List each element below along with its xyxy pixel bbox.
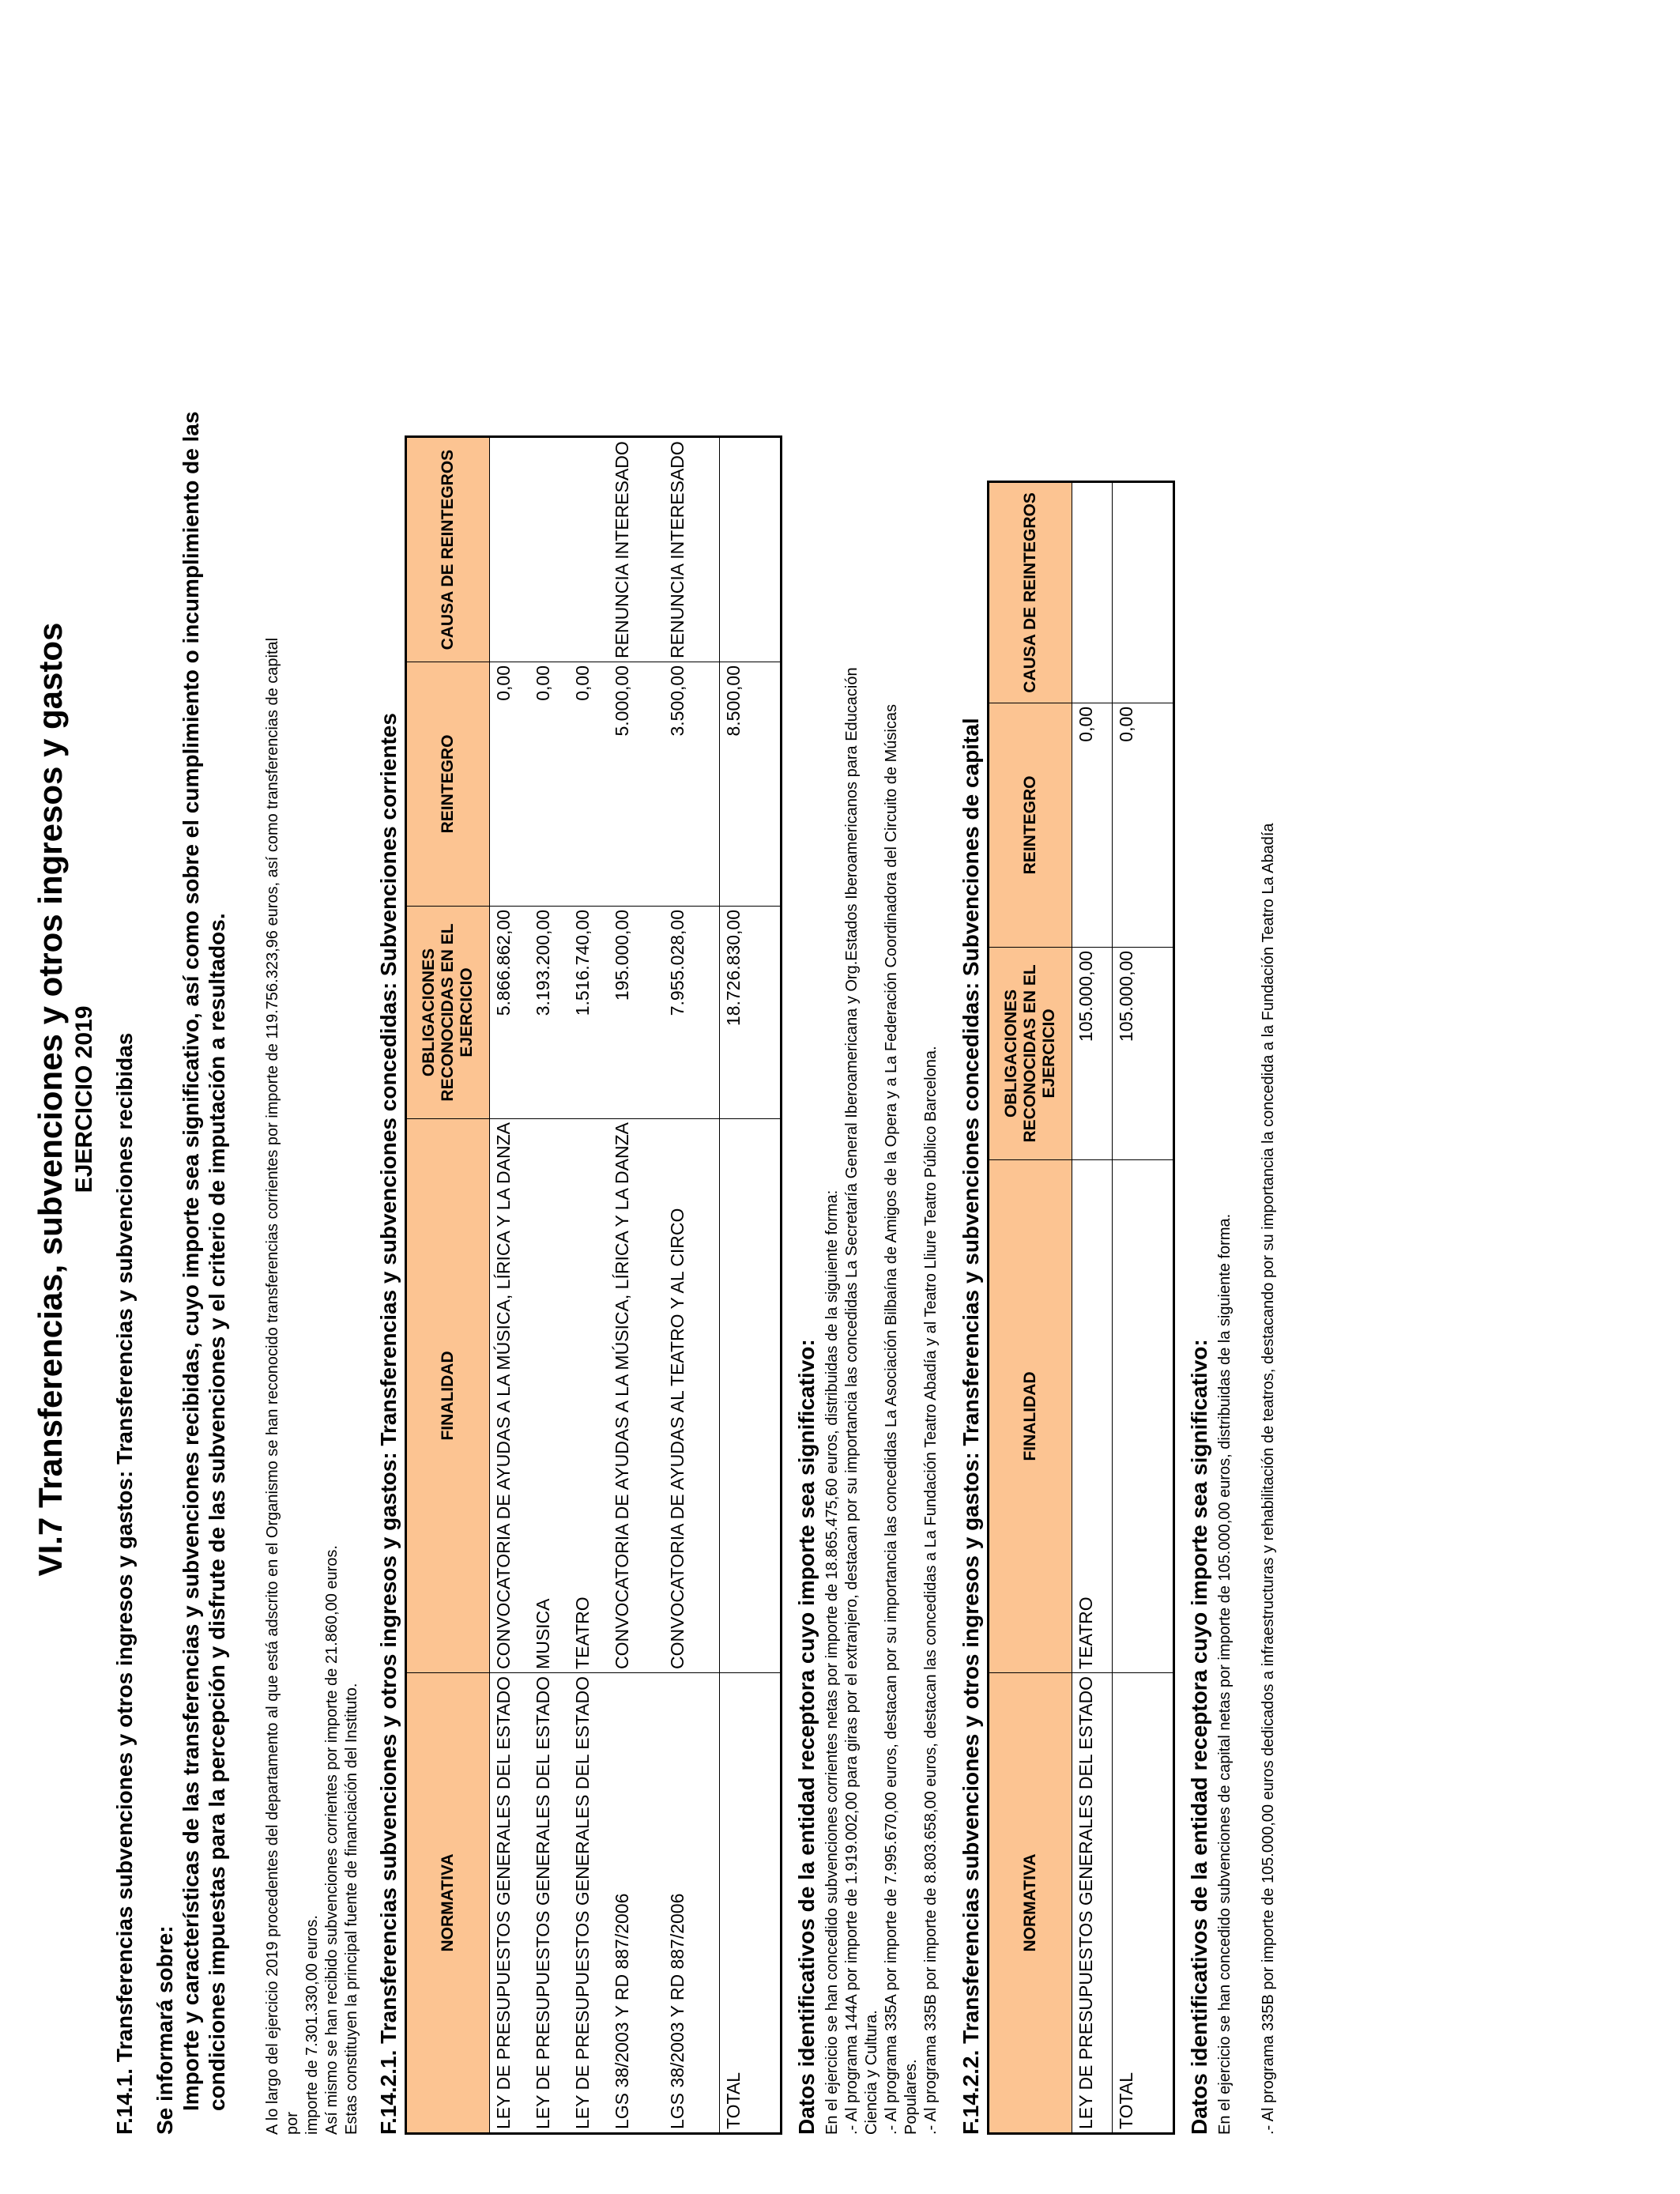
- datos1-line: .- Al programa 335A por importe de 7.995.670,00 euros, destacan por su importancia las concedidas La Asociación Bilbaína de Amigos de la Opera y a La Federación Coordinadora del Circuito de Músicas: [883, 704, 900, 2135]
- table-spacer-row: [759, 437, 782, 2134]
- cell-total-causa: [1113, 481, 1153, 703]
- page-content: [24, 64, 1279, 2135]
- cell-obligaciones: 3.193.200,00: [529, 906, 569, 1118]
- cell-total-obligaciones: 18.726.830,00: [720, 906, 760, 1118]
- cell-reintegro: 0,00: [1072, 703, 1113, 947]
- page-title: VI.7 Transferencias, subvenciones y otros ingresos y gastos: [32, 622, 69, 1577]
- header-causa: CAUSA DE REINTEGROS: [989, 481, 1072, 703]
- datos2-line: En el ejercicio se han concedido subvenciones de capital netas por importe de 105.000,00 euros, distribuidas de la siguiente forma.: [1216, 1213, 1234, 2135]
- table-header-row: [989, 481, 1072, 2133]
- cell-obligaciones: 195.000,00: [608, 906, 664, 1118]
- cell-causa: RENUNCIA INTERESADO: [608, 437, 664, 662]
- cell-normativa: LEY DE PRESUPUESTOS GENERALES DEL ESTADO: [490, 1672, 530, 2133]
- cell-reintegro: 0,00: [569, 662, 608, 906]
- cell-normativa: LGS 38/2003 Y RD 887/2006: [664, 1672, 720, 2133]
- table-spacer-row: [1152, 481, 1174, 2133]
- header-causa: CAUSA DE REINTEGROS: [406, 437, 490, 662]
- table2-title: F.14.2.2. Transferencias subvenciones y otros ingresos y gastos: Transferencias y subvenciones concedidas: Subvenciones de capital: [959, 718, 983, 2135]
- table-row: [664, 437, 720, 2134]
- cell-normativa: LEY DE PRESUPUESTOS GENERALES DEL ESTADO: [569, 1672, 608, 2133]
- received-line: Estas constituyen la principal fuente de financiación del Instituto.: [343, 1683, 360, 2135]
- cell-causa: [490, 437, 530, 662]
- page-subtitle: EJERCICIO 2019: [71, 1005, 97, 1193]
- cell-obligaciones: 1.516.740,00: [569, 906, 608, 1118]
- cell-finalidad: CONVOCATORIA DE AYUDAS AL TEATRO Y AL CIRCO: [664, 1118, 720, 1672]
- cell-total-finalidad: [1113, 1159, 1153, 1672]
- header-obligaciones: OBLIGACIONES RECONOCIDAS EN EL EJERCICIO: [989, 947, 1072, 1159]
- cell-causa: RENUNCIA INTERESADO: [664, 437, 720, 662]
- header-obligaciones: OBLIGACIONES RECONOCIDAS EN EL EJERCICIO: [406, 906, 490, 1118]
- subvenciones-corrientes-table: [405, 435, 782, 2135]
- datos1-paragraph: [823, 64, 941, 2135]
- cell-reintegro: 0,00: [490, 662, 530, 906]
- cell-finalidad: CONVOCATORIA DE AYUDAS A LA MÚSICA, LÍRICA Y LA DANZA: [608, 1118, 664, 1672]
- datos2-heading: Datos identificativos de la entidad receptora cuyo importe sea significativo:: [1187, 1339, 1211, 2135]
- datos1-line: En el ejercicio se han concedido subvenciones corrientes netas por importe de 18.865.475,60 euros, distribuidas de la siguiente forma:: [823, 1189, 841, 2135]
- cell-reintegro: 5.000,00: [608, 662, 664, 906]
- table-total-row: [1113, 481, 1153, 2133]
- received-line: A lo largo del ejercicio 2019 procedentes del departamento al que está adscrito en el Organismo se han reconocido transferencias corrientes por importe de 119.756.323,96 euros, así como transferencias de capital por: [264, 637, 301, 2135]
- header-finalidad: FINALIDAD: [989, 1159, 1072, 1672]
- cell-finalidad: TEATRO: [569, 1118, 608, 1672]
- cell-causa: [529, 437, 569, 662]
- datos1-line: Populares.: [902, 2059, 920, 2135]
- informara-line-2: condiciones impuestas para la percepción y disfrute de las subvenciones y el criterio de imputación a resultados.: [205, 913, 229, 2111]
- cell-total-reintegro: 0,00: [1113, 703, 1153, 947]
- received-line: Así mismo se han recibido subvenciones corrientes por importe de 21.860,00 euros.: [323, 1545, 341, 2135]
- table-row: [569, 437, 608, 2134]
- cell-total-label: TOTAL: [1113, 1672, 1153, 2133]
- table-row: [490, 437, 530, 2134]
- informara-label: Se informará sobre:: [153, 1925, 177, 2135]
- received-paragraph: [263, 633, 362, 2135]
- cell-total-obligaciones: 105.000,00: [1113, 947, 1153, 1159]
- informara-line-1: Importe y características de las transferencias y subvenciones recibidas, cuyo importe sea significativo, así como sobre el cumplimiento o incumplimiento de las: [179, 411, 203, 2111]
- cell-obligaciones: 7.955.028,00: [664, 906, 720, 1118]
- cell-total-label: TOTAL: [720, 1672, 760, 2133]
- datos2-line: .- Al programa 335B por importe de 105.000,00 euros dedicados a infraestructuras y rehabilitación de teatros, destacando por su importancia la concedida a la Fundación Teatro La Abadía: [1260, 823, 1277, 2135]
- header-finalidad: FINALIDAD: [406, 1118, 490, 1672]
- cell-reintegro: 3.500,00: [664, 662, 720, 906]
- datos1-line: .- Al programa 335B por importe de 8.803.658,00 euros, destacan las concedidas a La Fundación Teatro Abadía y al Teatro Lliure Teatro Público Barcelona.: [922, 1046, 940, 2135]
- section-f141-heading: F.14.1. Transferencias subvenciones y otros ingresos y gastos: Transferencias y subvenciones recibidas: [112, 1032, 137, 2135]
- table-total-row: [720, 437, 760, 2134]
- cell-finalidad: CONVOCATORIA DE AYUDAS A LA MÚSICA, LÍRICA Y LA DANZA: [490, 1118, 530, 1672]
- header-reintegro: REINTEGRO: [989, 703, 1072, 947]
- table-row: [529, 437, 569, 2134]
- cell-normativa: LGS 38/2003 Y RD 887/2006: [608, 1672, 664, 2133]
- cell-obligaciones: 105.000,00: [1072, 947, 1113, 1159]
- datos1-line: .- Al programa 144A por importe de 1.919.002,00 para giras por el extranjero, destacan por su importancia las concedidas La Secretaría General Iberoamericana y Org.Estados Iberoamericanos para Educación: [843, 667, 861, 2135]
- cell-causa: [569, 437, 608, 662]
- table1-title: F.14.2.1. Transferencias subvenciones y otros ingresos y gastos: Transferencias y subvenciones concedidas: Subvenciones corrientes: [376, 713, 401, 2135]
- cell-normativa: LEY DE PRESUPUESTOS GENERALES DEL ESTADO: [529, 1672, 569, 2133]
- cell-finalidad: MUSICA: [529, 1118, 569, 1672]
- table-row: [1072, 481, 1113, 2133]
- header-reintegro: REINTEGRO: [406, 662, 490, 906]
- cell-total-reintegro: 8.500,00: [720, 662, 760, 906]
- cell-obligaciones: 5.866.862,00: [490, 906, 530, 1118]
- datos1-heading: Datos identificativos de la entidad receptora cuyo importe sea significativo:: [794, 1339, 819, 2135]
- table-row: [608, 437, 664, 2134]
- header-normativa: NORMATIVA: [989, 1672, 1072, 2133]
- datos1-line: Ciencia y Cultura.: [863, 2010, 880, 2135]
- header-normativa: NORMATIVA: [406, 1672, 490, 2133]
- datos2-paragraph: [1215, 64, 1279, 2135]
- cell-total-causa: [720, 437, 760, 662]
- subvenciones-capital-table: [987, 481, 1175, 2135]
- cell-finalidad: TEATRO: [1072, 1159, 1113, 1672]
- received-line: importe de 7.301.330,00 euros.: [303, 1915, 321, 2135]
- cell-reintegro: 0,00: [529, 662, 569, 906]
- cell-causa: [1072, 481, 1113, 703]
- cell-total-finalidad: [720, 1118, 760, 1672]
- cell-normativa: LEY DE PRESUPUESTOS GENERALES DEL ESTADO: [1072, 1672, 1113, 2133]
- table-header-row: [406, 437, 490, 2134]
